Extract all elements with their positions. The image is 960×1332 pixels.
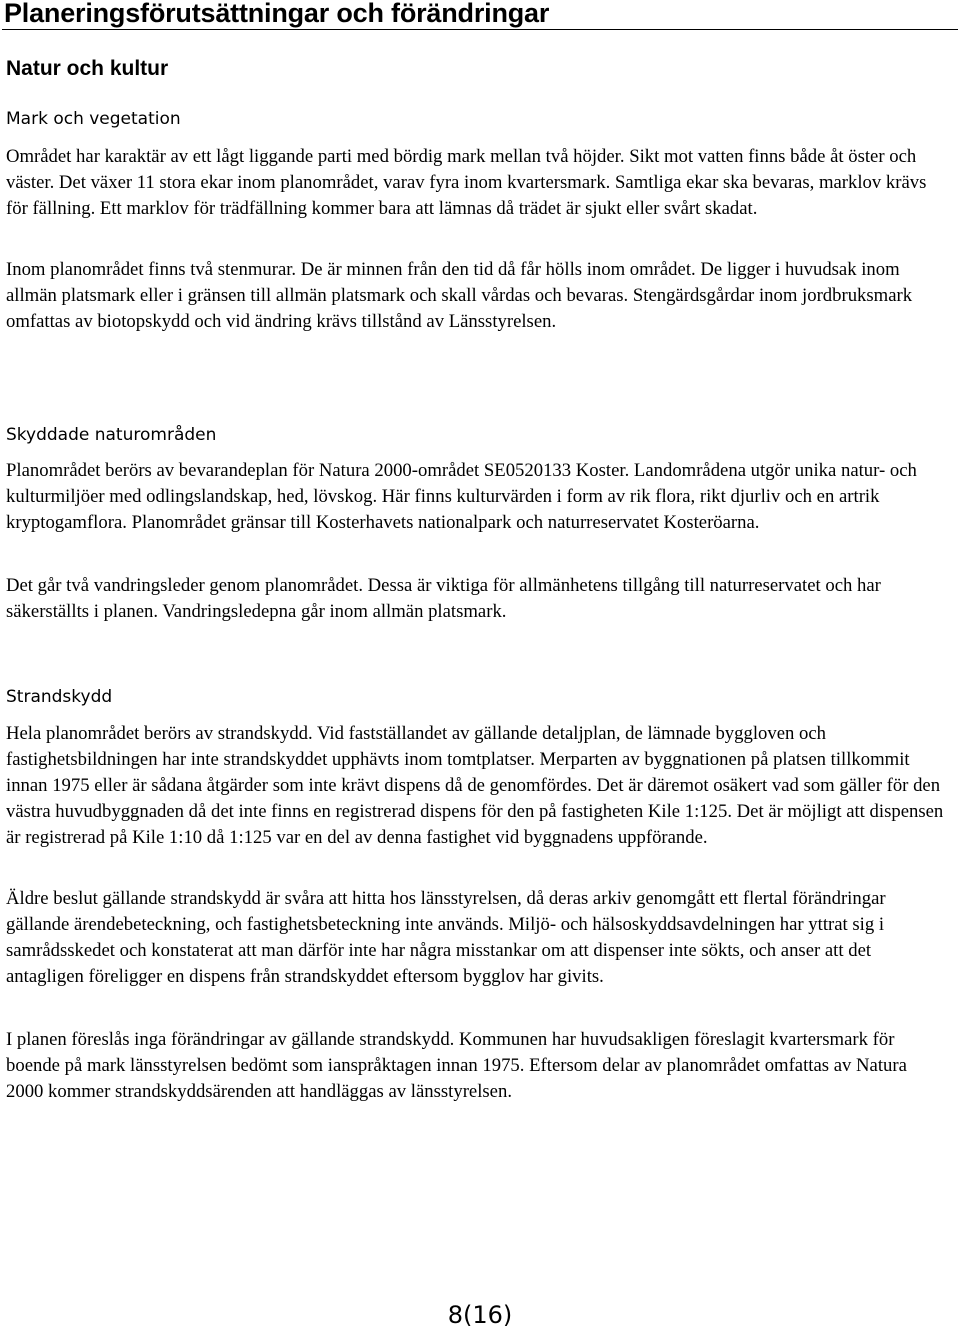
paragraph-mark-och-vegetation-1: Området har karaktär av ett lågt liggande parti med bördig mark mellan två höjder. Sikt mot vatten finns både åt öster och väster. Det växer 11 stora ekar inom planområdet, varav fyra inom kvartersmark. Samtliga ekar ska bevaras, marklov krävs för fällning. Ett marklov för trädfällning kommer bara att lämnas då trädet är sjukt eller svårt skadat. bbox=[6, 146, 927, 219]
subsection-heading-mark-och-vegetation: Mark och vegetation bbox=[6, 109, 181, 129]
subsection-heading-strandskydd: Strandskydd bbox=[6, 687, 113, 707]
section-heading-natur-och-kultur: Natur och kultur bbox=[6, 57, 169, 80]
page-number: 8(16) bbox=[447, 1301, 513, 1329]
paragraph-skyddade-naturomraden-1: Planområdet berörs av bevarandeplan för Natura 2000-området SE0520133 Koster. Landområdena utgör unika natur- och kulturmiljöer med odlingslandskap, hed, lövskog. Här finns kulturvärden i form av rik flora, rikt djurliv och en artrik kryptogamflora. Planområdet gränsar till Kosterhavets nationalpark och naturreservatet Kosteröarna. bbox=[6, 460, 917, 533]
paragraph-strandskydd-2: Äldre beslut gällande strandskydd är svåra att hitta hos länsstyrelsen, då deras arkiv genomgått ett flertal förändringar gällande ärendebeteckning, och fastighetsbeteckning inte används. Miljö- och hälsoskyddsavdelningen har yttrat sig i samrådsskedet och konstaterat att man därför inte har några misstankar om att dispenser inte sökts, och anser att det antagligen föreligger en dispens från strandskyddet eftersom bygglov har givits. bbox=[6, 888, 886, 987]
subsection-heading-skyddade-naturomraden: Skyddade naturområden bbox=[6, 425, 217, 445]
title-underline bbox=[2, 29, 958, 30]
paragraph-strandskydd-3: I planen föreslås inga förändringar av gällande strandskydd. Kommunen har huvudsakligen föreslagit kvartersmark för boende på mark länsstyrelsen bedömt som ianspråktagen innan 1975. Eftersom delar av planområdet omfattas av Natura 2000 kommer strandskyddsärenden att handläggas av länsstyrelsen. bbox=[6, 1029, 907, 1102]
paragraph-skyddade-naturomraden-2: Det går två vandringsleder genom planområdet. Dessa är viktiga för allmänhetens tillgång till naturreservatet och har säkerställts i planen. Vandringsledерna går inom allmän platsmark. bbox=[6, 575, 881, 622]
paragraph-strandskydd-1: Hela planområdet berörs av strandskydd. Vid fastställandet av gällande detaljplan, de lämnade byggloven och fastighetsbildningen har inte strandskyddet upphävts inom tomtplatser. Merparten av byggnationen på platsen tillkommit innan 1975 eller är sådana åtgärder som inte krävt dispens då de genomfördes. Det är däremot osäkert vad som gäller för den västra huvudbyggnaden då det inte finns en registrerad dispens för den på fastigheten Kile 1:125. Det är möjligt att dispensen är registrerad på Kile 1:10 då 1:125 var en del av denna fastighet vid byggnadens uppförande. bbox=[6, 723, 944, 848]
page-title: Planeringsförutsättningar och förändringar bbox=[4, 0, 550, 28]
paragraph-mark-och-vegetation-2: Inom planområdet finns två stenmurar. De är minnen från den tid då får hölls inom området. De ligger i huvudsak inom allmän platsmark eller i gränsen till allmän platsmark och skall vårdas och bevaras. Stengärdsgårdar inom jordbruksmark omfattas av biotopskydd och vid ändring krävs tillstånd av Länsstyrelsen. bbox=[6, 259, 913, 332]
